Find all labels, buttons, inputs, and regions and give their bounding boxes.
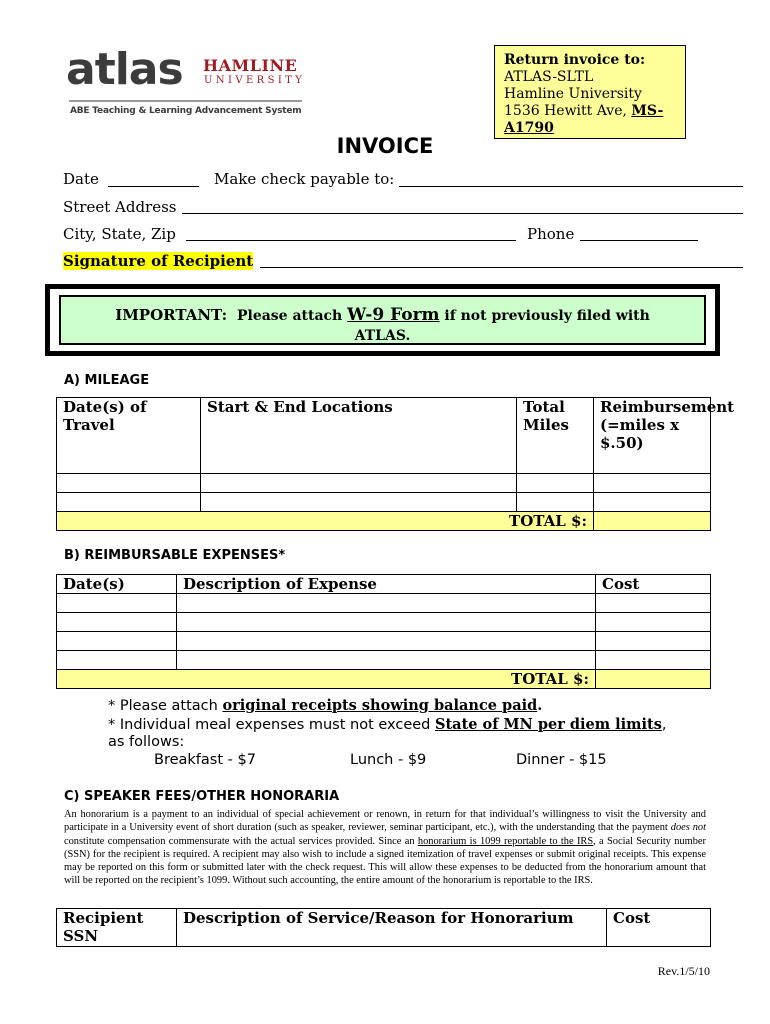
honoraria-underline: honorarium is 1099 reportable to the IRS <box>417 835 594 847</box>
expense-cell[interactable] <box>596 594 711 613</box>
expenses-total-label: TOTAL $: <box>57 670 596 689</box>
expenses-total-row <box>57 670 711 689</box>
important-line1 <box>61 305 704 326</box>
logo-tagline: ABE Teaching & Learning Advancement System <box>70 106 302 116</box>
honoraria-paragraph <box>64 808 706 888</box>
phone-field[interactable] <box>580 240 698 241</box>
expenses-total-value[interactable] <box>596 670 711 689</box>
expense-cell[interactable] <box>177 632 596 651</box>
expenses-header-row <box>57 575 711 594</box>
honoraria-italic: does not <box>670 822 706 834</box>
w9-form-link[interactable]: W-9 Form <box>347 305 440 325</box>
payable-label: Make check payable to: <box>214 170 395 188</box>
per-diem-note <box>108 716 667 733</box>
mileage-total-label: TOTAL $: <box>57 512 594 531</box>
table-row <box>57 474 711 493</box>
expenses-col-date: Date(s) <box>57 575 177 594</box>
receipts-note-pre: * Please attach <box>108 698 223 714</box>
phone-label: Phone <box>527 225 575 243</box>
expense-cell[interactable] <box>57 613 177 632</box>
city-label: City, State, Zip <box>63 225 176 243</box>
honoraria-p3: , a Social Security number (SSN) for the recipient is required. A recipient may also wish to include a signed itemization of travel expenses or submit original receipts. This expense may be reported on this form or submitted later with the check request. This will allow these expenses to be deducted from the honorarium amount that will be reported on the recipient’s 1099. Without such accounting, the entire amount of the honorarium is reportable to the IRS. <box>64 835 706 887</box>
mileage-col-miles: Total Miles <box>517 398 594 474</box>
expense-cell[interactable] <box>596 613 711 632</box>
mileage-total-value[interactable] <box>594 512 711 531</box>
logo-hamline-text: HAMLINE <box>203 56 298 75</box>
return-box-title: Return invoice to: <box>504 52 646 68</box>
expense-cell[interactable] <box>57 632 177 651</box>
page-title: INVOICE <box>336 134 434 158</box>
return-box-line1: ATLAS-SLTL <box>504 69 594 85</box>
expense-cell[interactable] <box>177 613 596 632</box>
return-box-street: 1536 Hewitt Ave, <box>504 103 632 119</box>
mileage-cell[interactable] <box>57 474 201 493</box>
receipts-note-post: . <box>537 697 543 714</box>
date-label: Date <box>63 170 99 188</box>
return-box-line2: Hamline University <box>504 86 642 102</box>
mileage-header-row <box>57 398 711 474</box>
table-row <box>57 651 711 670</box>
date-field[interactable] <box>108 186 199 187</box>
per-diem-note-pre: * Individual meal expenses must not exceed <box>108 717 435 733</box>
street-label: Street Address <box>63 198 177 216</box>
mileage-total-row <box>57 512 711 531</box>
honoraria-section-header: C) SPEAKER FEES/OTHER HONORARIA <box>64 789 340 804</box>
honoraria-col-cost: Cost <box>607 909 711 947</box>
mileage-cell[interactable] <box>594 474 711 493</box>
logo-university-text: UNIVERSITY <box>204 75 306 86</box>
receipts-note <box>108 697 542 714</box>
mileage-cell[interactable] <box>57 493 201 512</box>
table-row <box>57 594 711 613</box>
return-invoice-box <box>494 45 686 139</box>
honoraria-header-row <box>57 909 711 947</box>
important-text3: ATLAS. <box>354 328 411 344</box>
expense-cell[interactable] <box>177 594 596 613</box>
mileage-table <box>56 397 735 531</box>
important-notice-inner <box>59 295 706 345</box>
city-field[interactable] <box>186 240 516 241</box>
lunch-limit: Lunch - $9 <box>350 752 427 768</box>
expense-cell[interactable] <box>177 651 596 670</box>
important-text1: Please attach <box>236 308 343 324</box>
expenses-table <box>56 574 711 689</box>
mileage-cell[interactable] <box>201 474 517 493</box>
expense-cell[interactable] <box>596 651 711 670</box>
per-diem-note-bold: State of MN per diem limits <box>435 716 662 733</box>
logo-atlas-text: atlas <box>66 44 183 95</box>
signature-label: Signature of Recipient <box>63 252 254 270</box>
expenses-section-header: B) REIMBURSABLE EXPENSES* <box>64 548 286 563</box>
breakfast-limit: Breakfast - $7 <box>154 752 256 768</box>
return-box-line3 <box>504 103 685 137</box>
receipts-note-bold: original receipts showing balance paid <box>222 697 538 714</box>
mileage-cell[interactable] <box>201 493 517 512</box>
honoraria-table <box>56 908 711 947</box>
as-follows-note: as follows: <box>108 734 185 750</box>
honoraria-p2: constitute compensation commensurate with the actual services provided. Since an <box>64 835 418 847</box>
mileage-cell[interactable] <box>517 493 594 512</box>
important-notice <box>45 284 720 356</box>
honoraria-p1: An honorarium is a payment to an individual of special achievement or renown, in return for that individual’s willingness to visit the University and participate in a University event of short duration (such as speaker, reviewer, seminar participant, etc.), with the understanding that the payment <box>64 809 706 834</box>
mileage-section-header: A) MILEAGE <box>64 373 150 388</box>
mileage-col-locations: Start & End Locations <box>201 398 517 474</box>
dinner-limit: Dinner - $15 <box>516 752 607 768</box>
expense-cell[interactable] <box>57 651 177 670</box>
expense-cell[interactable] <box>57 594 177 613</box>
important-prefix: IMPORTANT: <box>115 306 228 324</box>
important-text2: if not previously filed with <box>444 308 650 324</box>
street-field[interactable] <box>182 213 743 214</box>
mileage-col-reimbursement: Reimbursement (=miles x $.50) <box>594 398 711 474</box>
signature-field[interactable] <box>260 267 743 268</box>
mileage-col-date: Date(s) of Travel <box>57 398 201 474</box>
honoraria-col-ssn: Recipient SSN <box>57 909 177 947</box>
per-diem-note-post: , <box>661 717 667 733</box>
table-row <box>57 493 711 512</box>
expenses-col-description: Description of Expense <box>177 575 596 594</box>
table-row <box>57 613 711 632</box>
revision-label: Rev.1/5/10 <box>657 964 710 978</box>
honoraria-col-description: Description of Service/Reason for Honorarium <box>177 909 607 947</box>
expenses-col-cost: Cost <box>596 575 711 594</box>
table-row <box>57 632 711 651</box>
logo-divider <box>69 100 302 102</box>
return-box-mailstop: MS-A1790 <box>504 103 664 136</box>
expense-cell[interactable] <box>596 632 711 651</box>
mileage-cell[interactable] <box>517 474 594 493</box>
mileage-cell[interactable] <box>594 493 711 512</box>
payable-field[interactable] <box>399 186 743 187</box>
atlas-hamline-logo <box>66 44 306 122</box>
